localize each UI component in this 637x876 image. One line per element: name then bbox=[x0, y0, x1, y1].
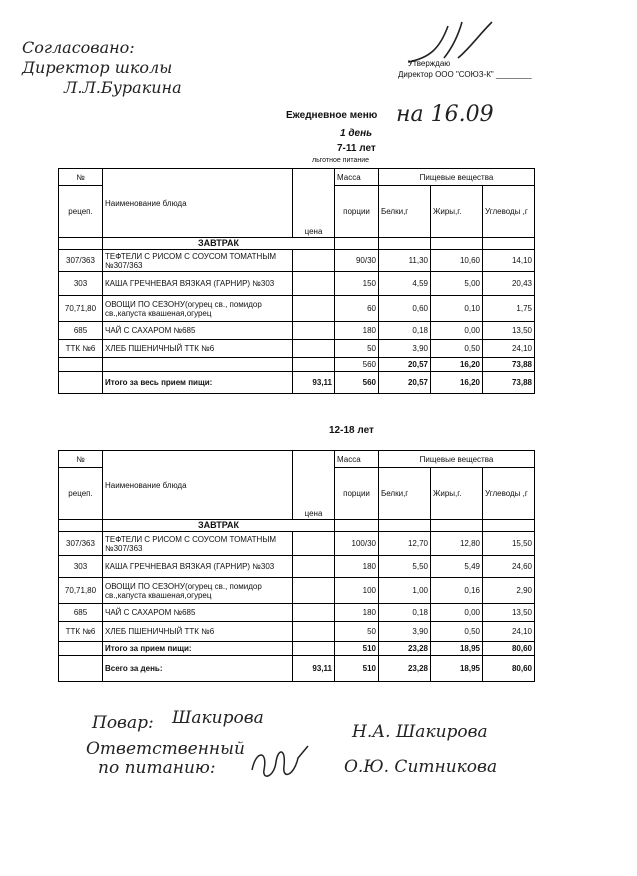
age-group-2: 12-18 лет bbox=[329, 425, 374, 436]
col-nutr: Пищевые вещества bbox=[379, 451, 535, 468]
col-price: цена bbox=[293, 451, 335, 520]
responsible-label bbox=[86, 740, 245, 778]
cook-name: Н.А. Шакирова bbox=[352, 722, 488, 742]
approval-right-title: Утверждаю bbox=[408, 59, 451, 68]
table-row: ТТК №6 ХЛЕБ ПШЕНИЧНЫЙ ТТК №6 50 3,90 0,50 24,10 bbox=[59, 622, 535, 642]
subtitle-1: льготное питание bbox=[312, 157, 370, 164]
subtotal-row: Итого за прием пищи: 510 23,28 18,95 80,60 bbox=[59, 642, 535, 656]
responsible-signature-icon bbox=[246, 740, 316, 786]
col-mass-bottom: порции bbox=[335, 468, 379, 520]
table-row: 70,71,80 ОВОЩИ ПО СЕЗОНУ(огурец св., помидор св.,капуста квашеная,огурец 60 0,60 0,10 1,75 bbox=[59, 296, 535, 322]
col-fat: Жиры,г. bbox=[431, 186, 483, 238]
col-mass-top: Масса bbox=[335, 451, 379, 468]
menu-table-2 bbox=[58, 450, 535, 682]
col-recipe: рецеп. bbox=[59, 186, 103, 238]
table-row: 303 КАША ГРЕЧНЕВАЯ ВЯЗКАЯ (ГАРНИР) №303 150 4,59 5,00 20,43 bbox=[59, 272, 535, 296]
cook-signature: Шакирова bbox=[172, 708, 264, 728]
menu-table-1 bbox=[58, 168, 535, 394]
col-no: № bbox=[59, 169, 103, 186]
section-title: ЗАВТРАК bbox=[103, 520, 335, 532]
col-carb: Углеводы ,г bbox=[483, 186, 535, 238]
total-row: Итого за весь прием пищи: 93,11 560 20,57 16,20 73,88 bbox=[59, 372, 535, 394]
col-protein: Белки,г bbox=[379, 468, 431, 520]
table-row: 307/363 ТЕФТЕЛИ С РИСОМ С СОУСОМ ТОМАТНЫМ №307/363 90/30 11,30 10,60 14,10 bbox=[59, 250, 535, 272]
subtotal-row: 560 20,57 16,20 73,88 bbox=[59, 358, 535, 372]
col-no: № bbox=[59, 451, 103, 468]
col-price: цена bbox=[293, 169, 335, 238]
col-carb: Углеводы ,г bbox=[483, 468, 535, 520]
table-row: 307/363 ТЕФТЕЛИ С РИСОМ С СОУСОМ ТОМАТНЫМ №307/363 100/30 12,70 12,80 15,50 bbox=[59, 532, 535, 556]
approval-left-title: Согласовано: bbox=[22, 38, 135, 57]
approval-right-director-label: Директор ООО "СОЮЗ-К" bbox=[398, 70, 494, 79]
responsible-line-1: Ответственный bbox=[86, 739, 245, 759]
cook-label: Повар: bbox=[92, 713, 154, 733]
col-recipe: рецеп. bbox=[59, 468, 103, 520]
col-mass-bottom: порции bbox=[335, 186, 379, 238]
handwritten-date: на 16.09 bbox=[396, 102, 494, 127]
col-fat: Жиры,г. bbox=[431, 468, 483, 520]
table-row: 685 ЧАЙ С САХАРОМ №685 180 0,18 0,00 13,50 bbox=[59, 604, 535, 622]
col-mass-top: Масса bbox=[335, 169, 379, 186]
approval-left bbox=[22, 38, 252, 98]
table-row: 685 ЧАЙ С САХАРОМ №685 180 0,18 0,00 13,50 bbox=[59, 322, 535, 340]
responsible-line-2: по питанию: bbox=[98, 758, 216, 778]
page-title bbox=[286, 110, 377, 121]
section-title: ЗАВТРАК bbox=[103, 238, 335, 250]
approval-right bbox=[398, 58, 618, 80]
approval-right-blank: ________ bbox=[495, 70, 532, 79]
col-protein: Белки,г bbox=[379, 186, 431, 238]
col-name: Наименование блюда bbox=[103, 169, 293, 238]
col-name: Наименование блюда bbox=[103, 451, 293, 520]
approval-left-position: Директор школы bbox=[22, 58, 173, 77]
table-row: 303 КАША ГРЕЧНЕВАЯ ВЯЗКАЯ (ГАРНИР) №303 180 5,50 5,49 24,60 bbox=[59, 556, 535, 578]
age-group-1: 7-11 лет bbox=[337, 143, 376, 154]
approval-left-name: Л.Л.Буракина bbox=[64, 78, 182, 97]
col-nutr: Пищевые вещества bbox=[379, 169, 535, 186]
page-title-text: Ежедневное меню bbox=[286, 110, 378, 121]
total-row: Всего за день: 93,11 510 23,28 18,95 80,60 bbox=[59, 656, 535, 682]
table-row: ТТК №6 ХЛЕБ ПШЕНИЧНЫЙ ТТК №6 50 3,90 0,50 24,10 bbox=[59, 340, 535, 358]
approval-right-director bbox=[398, 69, 618, 80]
day-label: 1 день bbox=[340, 128, 373, 139]
responsible-name: О.Ю. Ситникова bbox=[344, 757, 498, 777]
table-row: 70,71,80 ОВОЩИ ПО СЕЗОНУ(огурец св., помидор св.,капуста квашеная,огурец 100 1,00 0,16 2,90 bbox=[59, 578, 535, 604]
